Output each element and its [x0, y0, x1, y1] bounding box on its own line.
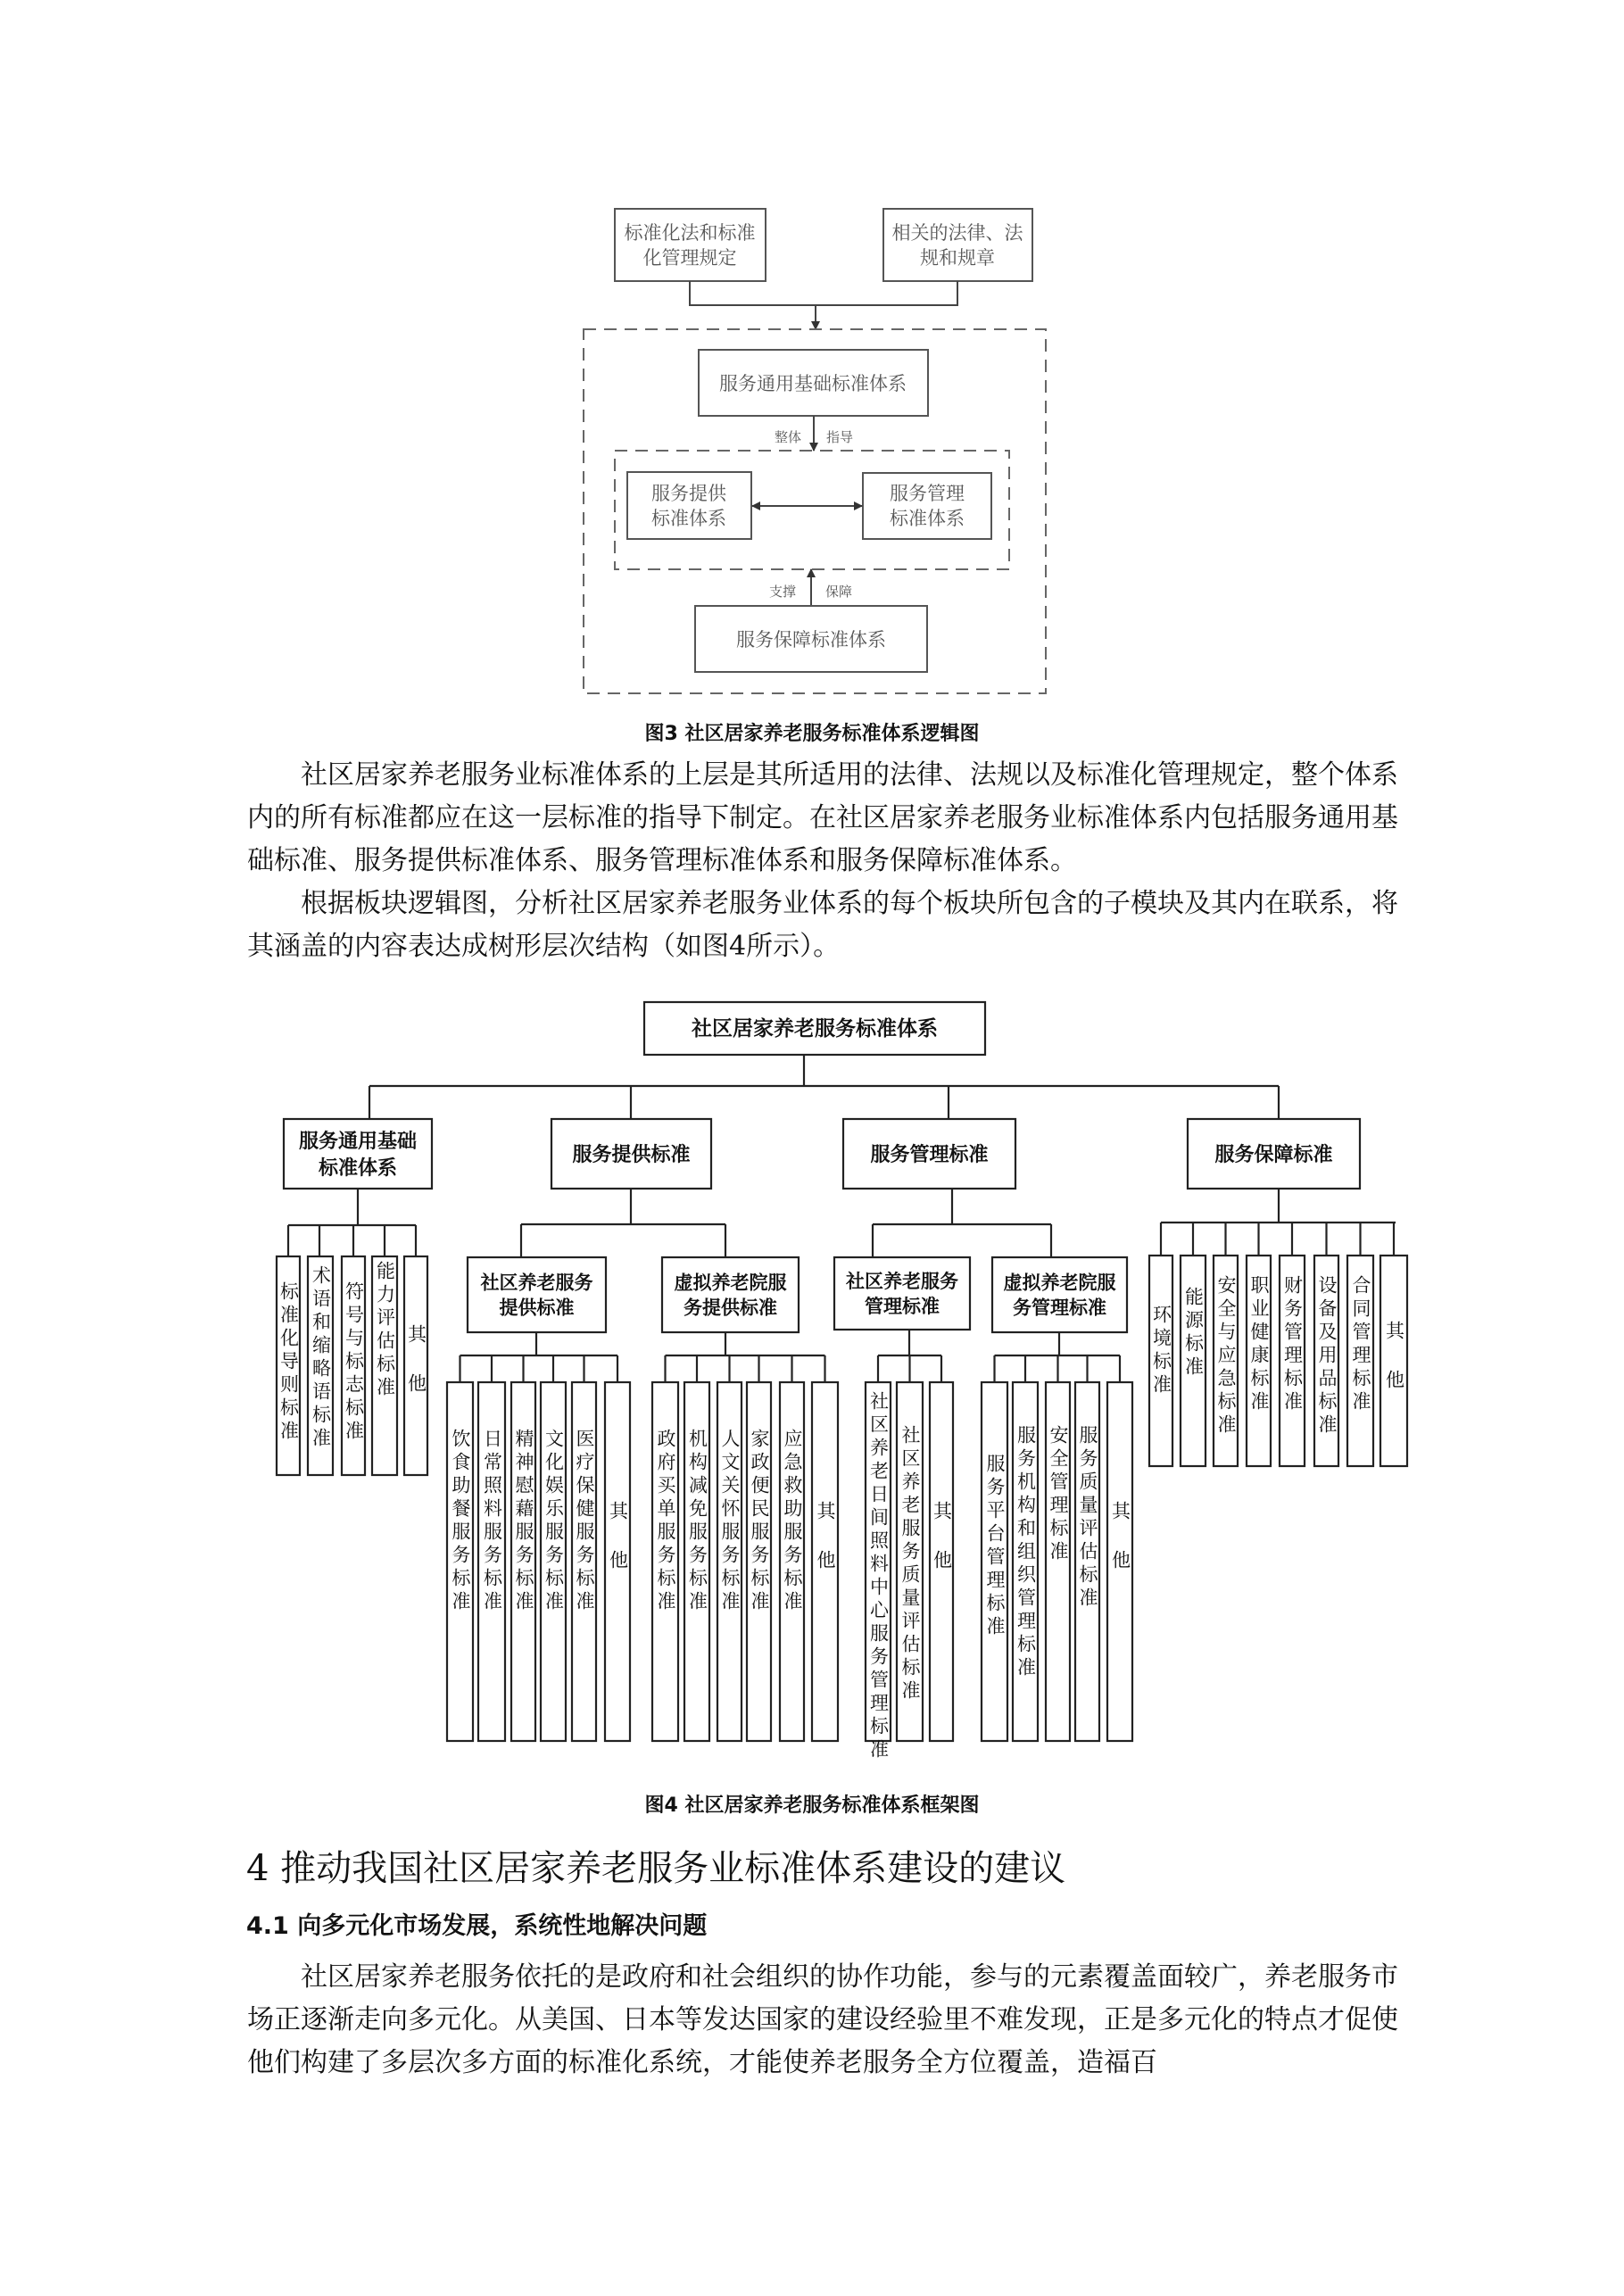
section-paragraph-block — [247, 1956, 1398, 2085]
branch-box-label: 服务通用基础 — [298, 1131, 418, 1154]
root-label: 社区居家养老服务标准体系 — [692, 1017, 938, 1040]
leaf-label: 服务质量评估标准 — [1077, 1425, 1098, 1611]
leaf-label: 医疗保健服务标准 — [574, 1429, 595, 1614]
leaf-label: 能力评估标准 — [374, 1261, 396, 1400]
leaf-label: 日常照料服务标准 — [481, 1429, 503, 1614]
leaf-label: 机构减免服务标准 — [686, 1429, 708, 1614]
law-box-line-1: 标准化法和标准 — [624, 222, 756, 244]
leaf-label: 应急救助服务标准 — [782, 1429, 803, 1614]
group-box-label: 管理标准 — [865, 1296, 940, 1318]
guarantee-label: 服务保障标准体系 — [736, 629, 886, 651]
leaf-label: 财务管理标准 — [1281, 1275, 1304, 1414]
branch-box-label: 服务保障标准 — [1214, 1143, 1333, 1166]
manage-line-1: 服务管理 — [890, 483, 965, 504]
leaf-label: 其他 — [1109, 1500, 1131, 1599]
leaf-label: 精神慰藉服务标准 — [513, 1429, 534, 1614]
group-box-label: 社区养老服务 — [846, 1270, 958, 1292]
leaf-label: 其他 — [931, 1500, 953, 1599]
leaf-label: 社区养老日间照料中心服务管理标准 — [867, 1391, 890, 1762]
leaf-label: 其他 — [607, 1500, 629, 1599]
group-box-label: 社区养老服务 — [480, 1272, 593, 1294]
leaf-label: 文化娱乐服务标准 — [543, 1429, 565, 1614]
leaf-label: 设备及用品标准 — [1316, 1275, 1338, 1438]
leaf-label: 环境标准 — [1150, 1305, 1172, 1397]
section-heading: 4 推动我国社区居家养老服务业标准体系建设的建议 — [246, 1848, 1066, 1889]
paragraph: 根据板块逻辑图，分析社区居家养老服务业体系的每个板块所包含的子模块及其内在联系，将其涵盖的内容表达成树形层次结构（如图4所示）。 — [247, 888, 1398, 962]
leaf-label: 家政便民服务标准 — [749, 1429, 770, 1614]
leaf-label: 其他 — [1383, 1320, 1405, 1419]
branch-box-label: 服务管理标准 — [870, 1143, 989, 1166]
label-whole: 整体 — [774, 429, 801, 445]
leaf-label: 其他 — [815, 1500, 836, 1599]
group-box-label: 虚拟养老院服 — [1003, 1272, 1116, 1294]
figure-4-caption: 图4 社区居家养老服务标准体系框架图 — [644, 1795, 980, 1817]
leaf-label: 职业健康标准 — [1248, 1275, 1270, 1414]
general-standard-label: 服务通用基础标准体系 — [719, 373, 907, 394]
leaf-label: 服务机构和组织管理标准 — [1015, 1425, 1037, 1680]
label-guarantee: 保障 — [825, 584, 853, 600]
figure-3-caption: 图3 社区居家养老服务标准体系逻辑图 — [644, 723, 980, 745]
related-box-line-2: 规和规章 — [920, 247, 995, 269]
leaf-label: 人文关怀服务标准 — [719, 1429, 741, 1614]
paragraph: 社区居家养老服务业标准体系的上层是其所适用的法律、法规以及标准化管理规定，整个体系内的所有标准都应在这一层标准的指导下制定。在社区居家养老服务业标准体系内包括服务通用基础标准、服务提供标准体系、服务管理标准体系和服务保障标准体系。 — [247, 759, 1398, 876]
leaf-label: 能源标准 — [1182, 1287, 1205, 1380]
group-box-label: 虚拟养老院服 — [674, 1272, 787, 1294]
paragraph: 社区居家养老服务依托的是政府和社会组织的协作功能，参与的元素覆盖面较广，养老服务市场正逐渐走向多元化。从美国、日本等发达国家的建设经验里不难发现，正是多元化的特点才促使他们构建了多层次多方面的标准化系统，才能使养老服务全方位覆盖，造福百 — [247, 1961, 1398, 2078]
label-guide: 指导 — [826, 429, 854, 445]
leaf-label: 安全管理标准 — [1048, 1425, 1069, 1564]
group-box-label: 务管理标准 — [1013, 1297, 1106, 1319]
leaf-label: 其他 — [405, 1324, 427, 1423]
branch-box-label: 标准体系 — [318, 1156, 398, 1180]
leaf-label: 标准化导则标准 — [278, 1281, 300, 1444]
provide-line-1: 服务提供 — [651, 483, 726, 504]
group-box-label: 务提供标准 — [684, 1297, 777, 1319]
law-box-line-2: 化管理规定 — [642, 247, 737, 269]
related-box-line-1: 相关的法律、法 — [891, 222, 1023, 244]
branch-box-label: 服务提供标准 — [572, 1143, 691, 1166]
provide-line-2: 标准体系 — [651, 508, 726, 529]
leaf-label: 饮食助餐服务标准 — [450, 1429, 471, 1614]
label-support: 支撑 — [768, 584, 796, 600]
leaf-label: 政府买单服务标准 — [655, 1429, 676, 1614]
leaf-label: 服务平台管理标准 — [984, 1454, 1006, 1639]
leaf-label: 符号与标志标准 — [343, 1281, 365, 1444]
leaf-label: 合同管理标准 — [1350, 1275, 1371, 1414]
group-box-label: 提供标准 — [499, 1297, 575, 1319]
leaf-label: 社区养老服务质量评估标准 — [899, 1425, 921, 1703]
leaf-label: 术语和缩略语标准 — [310, 1265, 332, 1451]
subsection-heading: 4.1 向多元化市场发展，系统性地解决问题 — [246, 1912, 708, 1940]
manage-line-2: 标准体系 — [890, 508, 965, 529]
leaf-label: 安全与应急标准 — [1215, 1275, 1237, 1438]
